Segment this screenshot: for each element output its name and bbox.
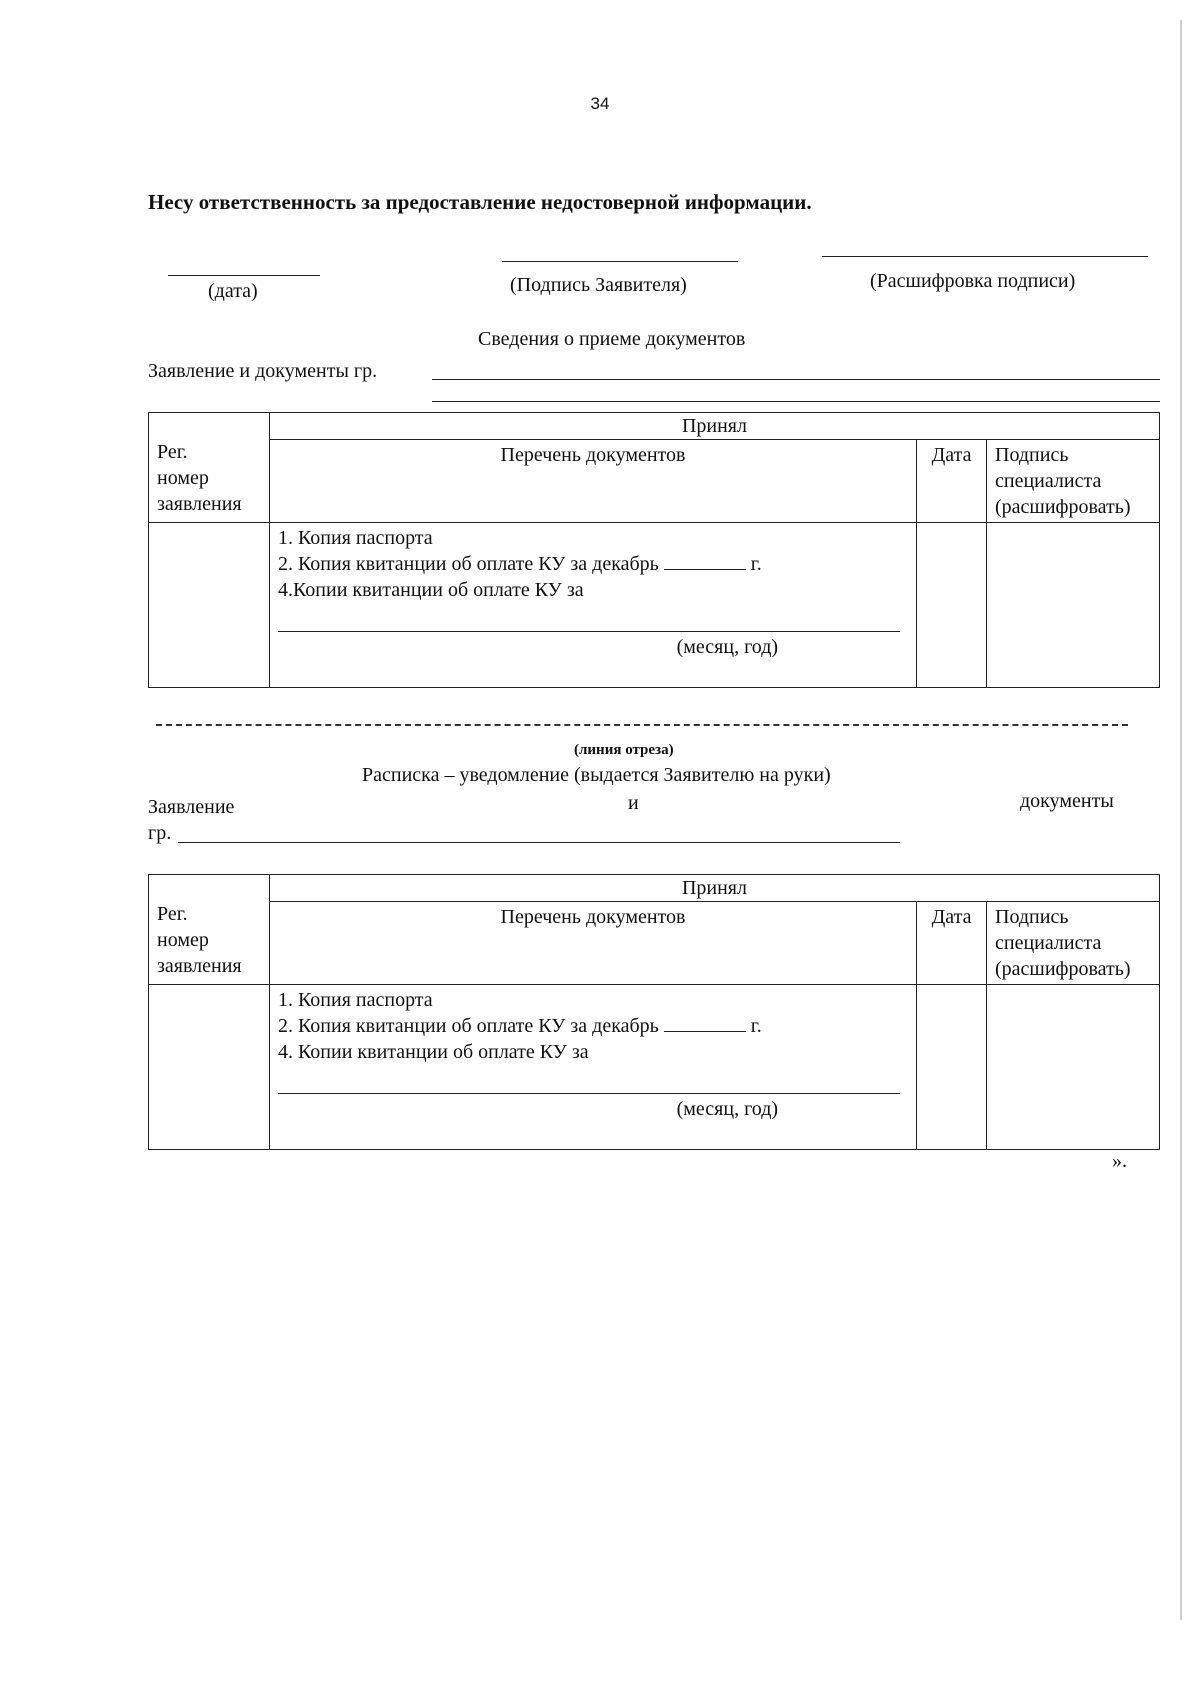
month-year-line xyxy=(278,1065,900,1094)
date-signature-line xyxy=(168,275,320,276)
applicant-signature-label: (Подпись Заявителя) xyxy=(510,274,687,296)
citizen-name-line-2 xyxy=(432,401,1160,402)
reg-number-cell xyxy=(149,985,270,1150)
list-item: 2. Копия квитанции об оплате КУ за декабрь г. xyxy=(277,553,762,575)
responsibility-statement: Несу ответственность за предоставление недостоверной информации. xyxy=(148,190,812,214)
date-header: Дата xyxy=(917,440,987,523)
document-list-header: Перечень документов xyxy=(269,902,916,985)
month-year-caption: (месяц, год) xyxy=(676,636,779,658)
and-word: и xyxy=(628,792,639,814)
list-item: 4. Копии квитанции об оплате КУ за xyxy=(277,1041,589,1063)
citizen-name-line xyxy=(432,379,1160,380)
closing-quote: ». xyxy=(1112,1150,1127,1172)
applicant-signature-line xyxy=(502,261,738,262)
cut-line-label: (линия отреза) xyxy=(574,742,674,758)
citizen-prefix: гр. xyxy=(148,822,172,844)
statement-documents-prefix: Заявление и документы гр. xyxy=(148,360,378,382)
page-number: 34 xyxy=(590,94,610,113)
cut-line xyxy=(156,724,1128,726)
citizen-name-line-3 xyxy=(178,842,900,843)
reg-number-cell xyxy=(149,523,270,688)
specialist-signature-cell xyxy=(987,985,1160,1150)
documents-word: документы xyxy=(1020,790,1114,812)
document-list-cell xyxy=(269,523,916,688)
receipt-table-1 xyxy=(148,412,1160,688)
reg-number-header: Рег. номер заявления xyxy=(149,413,270,523)
reg-number-header: Рег. номер заявления xyxy=(149,875,270,985)
scan-edge-line xyxy=(1180,20,1182,1620)
specialist-signature-header: Подпись специалиста (расшифровать) xyxy=(987,902,1160,985)
list-item: 4.Копии квитанции об оплате КУ за xyxy=(277,579,584,601)
list-item: 1. Копия паспорта xyxy=(277,527,433,549)
receipt-table-2 xyxy=(148,874,1160,1150)
date-cell xyxy=(917,985,987,1150)
accepted-header: Принял xyxy=(269,875,1159,902)
list-item: 1. Копия паспорта xyxy=(277,989,433,1011)
year-blank xyxy=(664,551,746,570)
receipt-info-title: Сведения о приеме документов xyxy=(478,328,746,350)
list-item: 2. Копия квитанции об оплате КУ за декабрь г. xyxy=(277,1015,762,1037)
specialist-signature-cell xyxy=(987,523,1160,688)
statement-word: Заявление xyxy=(148,796,235,818)
date-label: (дата) xyxy=(208,280,258,302)
document-list-header: Перечень документов xyxy=(269,440,916,523)
year-blank xyxy=(664,1013,746,1032)
specialist-signature-header: Подпись специалиста (расшифровать) xyxy=(987,440,1160,523)
decoding-signature-line xyxy=(822,256,1148,257)
signature-decoding-label: (Расшифровка подписи) xyxy=(870,270,1076,292)
receipt-notice-title: Расписка – уведомление (выдается Заявителю на руки) xyxy=(362,764,831,786)
accepted-header: Принял xyxy=(269,413,1159,440)
date-header: Дата xyxy=(917,902,987,985)
date-cell xyxy=(917,523,987,688)
month-year-line xyxy=(278,603,900,632)
document-list-cell xyxy=(269,985,916,1150)
month-year-caption: (месяц, год) xyxy=(676,1098,779,1120)
